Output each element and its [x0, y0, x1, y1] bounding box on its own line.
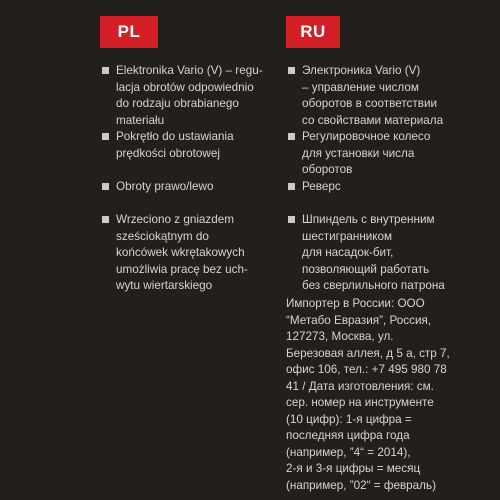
pl-item-3 [100, 179, 278, 196]
pl-item-4 [100, 212, 278, 295]
bullet-square-icon [102, 216, 109, 223]
importer-line: офис 106, тел.: +7 495 980 78 [286, 363, 447, 376]
pl-item-1-line-4: materiału [116, 113, 165, 127]
pl-item-4-line-4: umożliwia pracę bez uch- [116, 262, 248, 276]
pl-language-badge: PL [100, 16, 158, 48]
ru-item-1-line-1: Электроника Vario (V) [302, 64, 421, 77]
ru-item-1-line-4: со свойствами материала [302, 113, 444, 127]
importer-line: 41 / Дата изготовления: см. [286, 379, 434, 393]
pl-item-2-line-1: Pokrętło do ustawiania [116, 130, 234, 143]
importer-line: Березовая аллея, д 5 а, стр 7, [286, 346, 450, 360]
ru-item-2 [286, 129, 500, 179]
pl-item-4-line-5: wytu wiertarskiego [116, 279, 213, 292]
ru-item-4-line-1: Шпиндель с внутренним [302, 213, 435, 226]
importer-line: Импортер в России: ООО [286, 297, 425, 310]
pl-item-1-line-1: Elektronika Vario (V) – regu- [116, 64, 263, 77]
pl-item-2-line-2: prędkości obrotowej [116, 146, 220, 160]
pl-item-1-line-2: lacja obrotów odpowiednio [116, 80, 254, 94]
ru-item-3 [286, 179, 500, 196]
bullet-square-icon [288, 183, 295, 190]
bullet-square-icon [288, 67, 295, 74]
ru-item-4-line-5: без сверлильного патрона [302, 279, 445, 292]
importer-line: (например, ”02“ = февраль) [286, 478, 436, 492]
ru-item-4-line-3: для насадок-бит, [302, 246, 394, 259]
importer-line: “Метабо Евразия”, Россия, [286, 313, 432, 327]
ru-item-4-line-4: позволяющий работать [302, 262, 430, 276]
importer-line: 127273, Москва, ул. [286, 330, 394, 343]
ru-item-4-line-2: шестигранником [302, 229, 393, 243]
importer-line: 2-я и 3-я цифры = месяц [286, 462, 421, 475]
importer-line: сер. номер на инструменте [286, 396, 434, 409]
pl-item-2 [100, 129, 278, 162]
bullet-square-icon [288, 133, 295, 140]
ru-item-2-line-2: для установки числа [302, 146, 415, 160]
pl-item-3-line-1: Obroty prawo/lewo [116, 180, 214, 193]
ru-language-badge: RU [286, 16, 340, 48]
ru-item-1-line-2: – управление числом [302, 80, 419, 94]
ru-item-4 [286, 212, 500, 295]
ru-item-2-line-1: Регулировочное колесо [302, 130, 431, 143]
ru-importer-info [286, 296, 500, 494]
ru-item-2-line-3: оборотов [302, 163, 353, 176]
bullet-square-icon [102, 183, 109, 190]
ru-item-1-line-3: оборотов в соответствии [302, 97, 438, 110]
bullet-square-icon [102, 67, 109, 74]
importer-line: (например, ”4“ = 2014), [286, 445, 411, 459]
importer-line: последняя цифра года [286, 429, 410, 442]
importer-line: (10 цифр): 1-я цифра = [286, 412, 412, 426]
pl-item-1-line-3: do rodzaju obrabianego [116, 97, 239, 110]
pl-item-4-line-2: sześciokątnym do [116, 229, 209, 243]
bullet-square-icon [288, 216, 295, 223]
bullet-square-icon [102, 133, 109, 140]
pl-item-1 [100, 63, 278, 129]
ru-item-3-line-1: Реверс [302, 180, 341, 193]
pl-item-4-line-3: końcówek wkrętakowych [116, 246, 245, 259]
ru-item-1 [286, 63, 500, 129]
pl-item-4-line-1: Wrzeciono z gniazdem [116, 213, 235, 226]
